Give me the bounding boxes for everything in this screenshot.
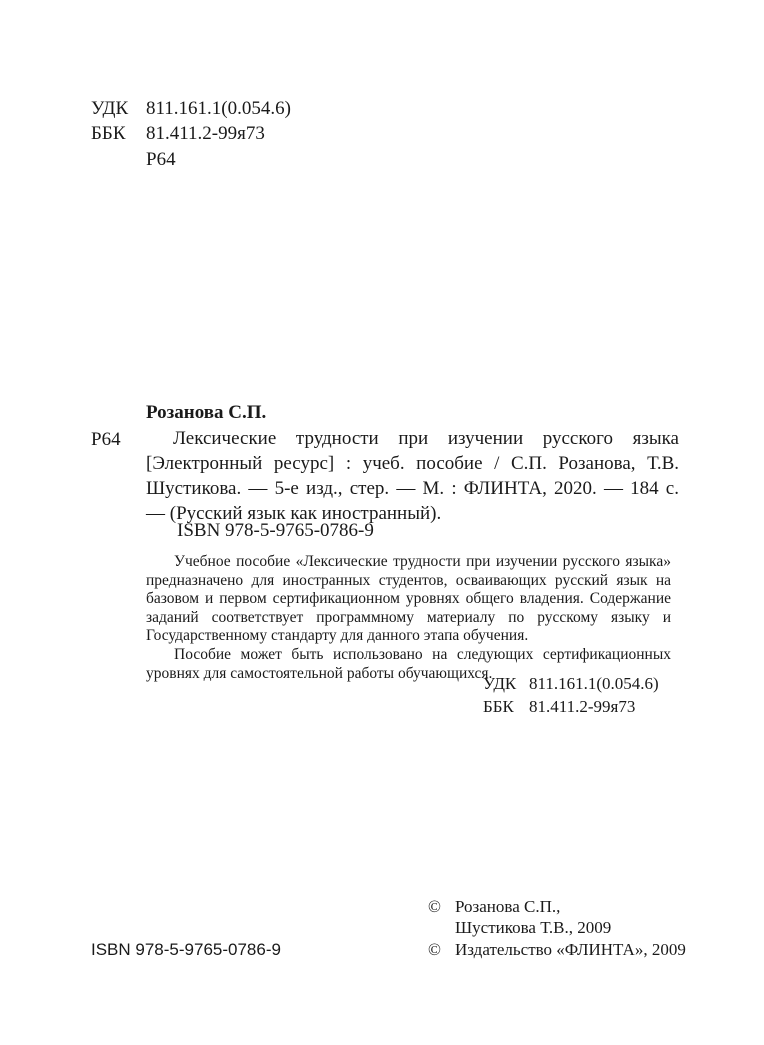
bibliographic-description bbox=[146, 426, 679, 526]
author-sign: Р64 bbox=[146, 149, 176, 170]
copyright-icon: © bbox=[428, 940, 441, 959]
bbk-label-bottom: ББК bbox=[483, 697, 514, 716]
description-line: Шустикова. — 5-е изд., стер. — М. : ФЛИНТА, 2020. — 184 с. bbox=[146, 478, 679, 499]
udk-label-bottom: УДК bbox=[483, 674, 517, 693]
copyright-line: Шустикова Т.В., 2009 bbox=[455, 918, 612, 937]
udk-label: УДК bbox=[91, 98, 129, 119]
description-line: — (Русский язык как иностранный). bbox=[146, 503, 442, 524]
bbk-label: ББК bbox=[91, 123, 126, 144]
entry-isbn: ISBN 978-5-9765-0786-9 bbox=[177, 520, 374, 541]
entry-author: Розанова С.П. bbox=[146, 402, 267, 423]
annotation-paragraph: Пособие может быть использовано на следующих сертификационных уровнях для самостоятельной работы обучающихся. bbox=[146, 645, 671, 682]
description-line: [Электронный ресурс] : учеб. пособие / С.П. Розанова, Т.В. bbox=[146, 453, 679, 474]
udk-value: 811.161.1(0.054.6) bbox=[146, 98, 291, 119]
annotation bbox=[146, 553, 671, 683]
bbk-value-bottom: 81.411.2-99я73 bbox=[529, 697, 636, 716]
udk-value-bottom: 811.161.1(0.054.6) bbox=[529, 674, 659, 693]
isbn-bottom: ISBN 978-5-9765-0786-9 bbox=[91, 940, 281, 959]
copyright-line: Издательство «ФЛИНТА», 2009 bbox=[455, 940, 686, 959]
description-line: Лексические трудности при изучении русского языка bbox=[173, 428, 679, 449]
annotation-paragraph: Учебное пособие «Лексические трудности при изучении русского языка» предназначено для иностранных студентов, осваивающих русский язык на базовом и первом сертификационном уровнях общего владения. Содержание заданий соответствует программному материалу по русскому языку и Государственному стандарту для данного этапа обучения. bbox=[146, 553, 671, 645]
entry-author-sign: Р64 bbox=[91, 429, 121, 450]
bbk-value: 81.411.2-99я73 bbox=[146, 123, 265, 144]
copyright-icon: © bbox=[428, 897, 441, 916]
copyright-line: Розанова С.П., bbox=[455, 897, 561, 916]
